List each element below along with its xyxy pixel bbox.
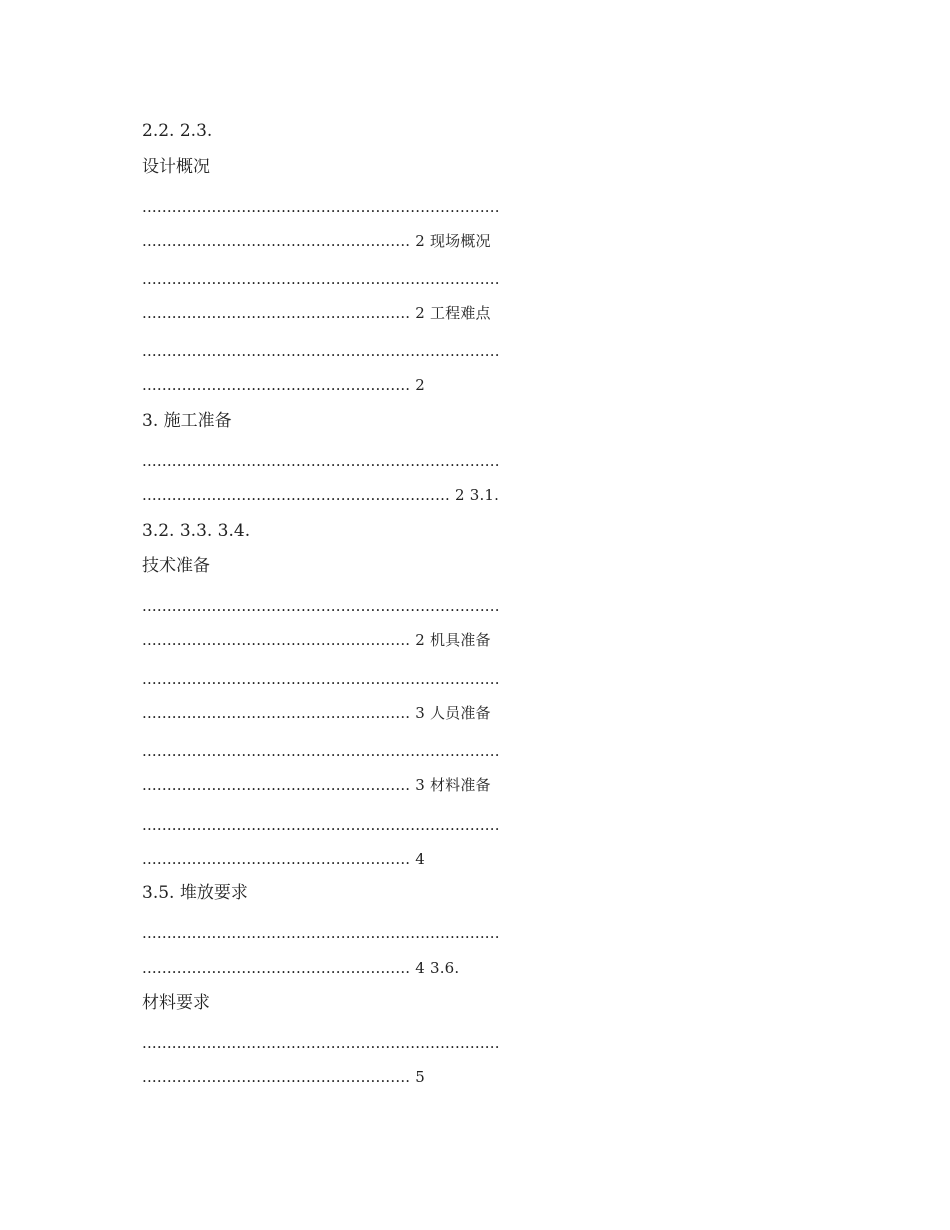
toc-entry: ...................................................... 3 人员准备: [142, 704, 491, 722]
toc-leader-dots: ........................................................................: [142, 452, 500, 470]
toc-heading: 3.5. 堆放要求: [142, 883, 248, 903]
toc-leader-dots: ........................................................................: [142, 924, 500, 942]
toc-entry: ...................................................... 2 机具准备: [142, 631, 491, 649]
toc-entry: ...................................................... 4 3.6.: [142, 959, 460, 977]
toc-leader-dots: ........................................................................: [142, 816, 500, 834]
toc-entry: ...................................................... 5: [142, 1068, 425, 1086]
toc-entry: ...................................................... 2 现场概况: [142, 232, 491, 250]
toc-leader-dots: ........................................................................: [142, 270, 500, 288]
toc-entry: ...................................................... 3 材料准备: [142, 776, 491, 794]
toc-heading: 3. 施工准备: [142, 411, 232, 431]
toc-entry: ...................................................... 4: [142, 850, 425, 868]
toc-line: 3.2. 3.3. 3.4.: [142, 521, 251, 541]
toc-leader-dots: ........................................................................: [142, 597, 500, 615]
toc-entry: ...................................................... 2 工程难点: [142, 304, 491, 322]
toc-heading: 技术准备: [142, 556, 210, 576]
toc-leader-dots: ........................................................................: [142, 670, 500, 688]
toc-entry: ...................................................... 2: [142, 376, 425, 394]
toc-leader-dots: ........................................................................: [142, 342, 500, 360]
toc-line: 2.2. 2.3.: [142, 121, 213, 141]
toc-leader-dots: ........................................................................: [142, 198, 500, 216]
toc-entry: .............................................................. 2 3.1.: [142, 486, 500, 504]
toc-heading: 材料要求: [142, 993, 210, 1013]
toc-leader-dots: ........................................................................: [142, 742, 500, 760]
toc-heading: 设计概况: [142, 157, 210, 177]
toc-leader-dots: ........................................................................: [142, 1034, 500, 1052]
